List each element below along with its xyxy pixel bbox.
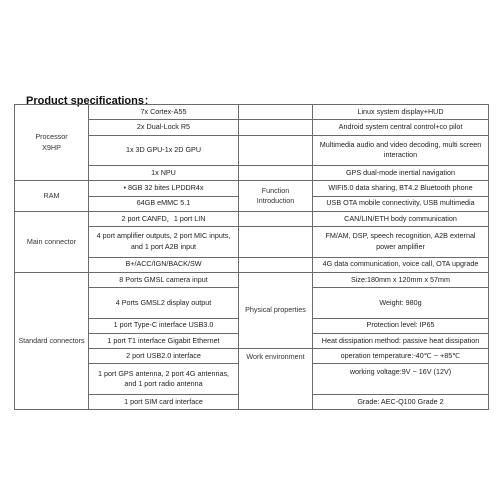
function-item-6: USB OTA mobile connectivity, USB multimedia — [313, 196, 489, 211]
function-label: Function — [261, 185, 290, 195]
spec-npu: 1x NPU — [89, 166, 239, 181]
function-spacer — [239, 211, 313, 226]
function-spacer — [239, 135, 313, 166]
physical-size: Size:180mm x 120mm x 57mm — [313, 272, 489, 287]
spec-power-signals: B+/ACC/IGN/BACK/SW — [89, 257, 239, 272]
function-spacer — [239, 227, 313, 258]
spec-cpu: 7x Cortex-A55 — [89, 105, 239, 120]
main-connector-label: Main connector — [15, 211, 89, 272]
processor-label-cell — [15, 105, 89, 181]
spec-can-lin: 2 port CANFD，1 port LIN — [89, 211, 239, 226]
spec-ram-emmc: 64GB eMMC 5.1 — [89, 196, 239, 211]
ram-label: RAM — [15, 181, 89, 212]
function-spacer — [239, 120, 313, 135]
physical-protection: Protection level: IP65 — [313, 318, 489, 333]
function-item-5: WIFI5.0 data sharing, BT4.2 Bluetooth phone — [313, 181, 489, 196]
spec-lockstep: 2x Dual-Lock R5 — [89, 120, 239, 135]
spec-sim: 1 port SIM card interface — [89, 394, 239, 409]
processor-model: X9HP — [42, 142, 61, 152]
table-row — [15, 105, 489, 120]
physical-heat-dissipation: Heat dissipation method: passive heat dissipation — [313, 333, 489, 348]
function-item-7: CAN/LIN/ETH body communication — [313, 211, 489, 226]
spec-gmsl-camera: 8 Ports GMSL camera input — [89, 272, 239, 287]
table-row — [15, 211, 489, 226]
function-item-1: Linux system display+HUD — [313, 105, 489, 120]
table-row — [15, 181, 489, 196]
env-temperature: operation temperature:-40℃ ~ +85℃ — [313, 349, 489, 364]
specifications-table — [14, 104, 489, 410]
spec-gmsl2-display: 4 Ports GMSL2 display output — [89, 288, 239, 319]
physical-weight: Weight: 980g — [313, 288, 489, 319]
processor-label: Processor — [35, 132, 68, 142]
spec-ethernet: 1 port T1 interface Gigabit Ethernet — [89, 333, 239, 348]
function-label-cell — [239, 181, 313, 212]
env-grade: Grade: AEC-Q100 Grade 2 — [313, 394, 489, 409]
function-item-3: Multimedia audio and video decoding, multi screen interaction — [313, 135, 489, 166]
function-spacer-bottom — [239, 257, 313, 272]
function-item-8: FM/AM, DSP, speech recognition, A2B external power amplifier — [313, 227, 489, 258]
spec-audio-io: 4 port amplifier outputs, 2 port MIC inputs, and 1 port A2B input — [89, 227, 239, 258]
function-spacer-top — [239, 105, 313, 120]
spec-usb3: 1 port Type-C interface USB3.0 — [89, 318, 239, 333]
env-voltage: working voltage:9V ~ 16V (12V) — [313, 364, 489, 395]
spec-usb2: 2 port USB2.0 interface — [89, 349, 239, 364]
function-item-9: 4G data communication, voice call, OTA upgrade — [313, 257, 489, 272]
function-spacer — [239, 166, 313, 181]
standard-connectors-label: Standard connectors — [15, 272, 89, 409]
table-row — [15, 272, 489, 287]
work-environment-label: Work environment — [239, 349, 313, 410]
spec-gpu: 1x 3D GPU-1x 2D GPU — [89, 135, 239, 166]
function-item-4: GPS dual-mode inertial navigation — [313, 166, 489, 181]
introduction-label: Introduction — [256, 196, 295, 205]
spec-ram-lpddr: • 8GB 32 bites LPDDR4x — [89, 181, 239, 196]
function-item-2: Android system central control+co pilot — [313, 120, 489, 135]
spec-antennas: 1 port GPS antenna, 2 port 4G antennas, and 1 port radio antenna — [89, 364, 239, 395]
physical-properties-label: Physical properties — [239, 272, 313, 348]
page-title: Product specifications： — [26, 95, 155, 107]
